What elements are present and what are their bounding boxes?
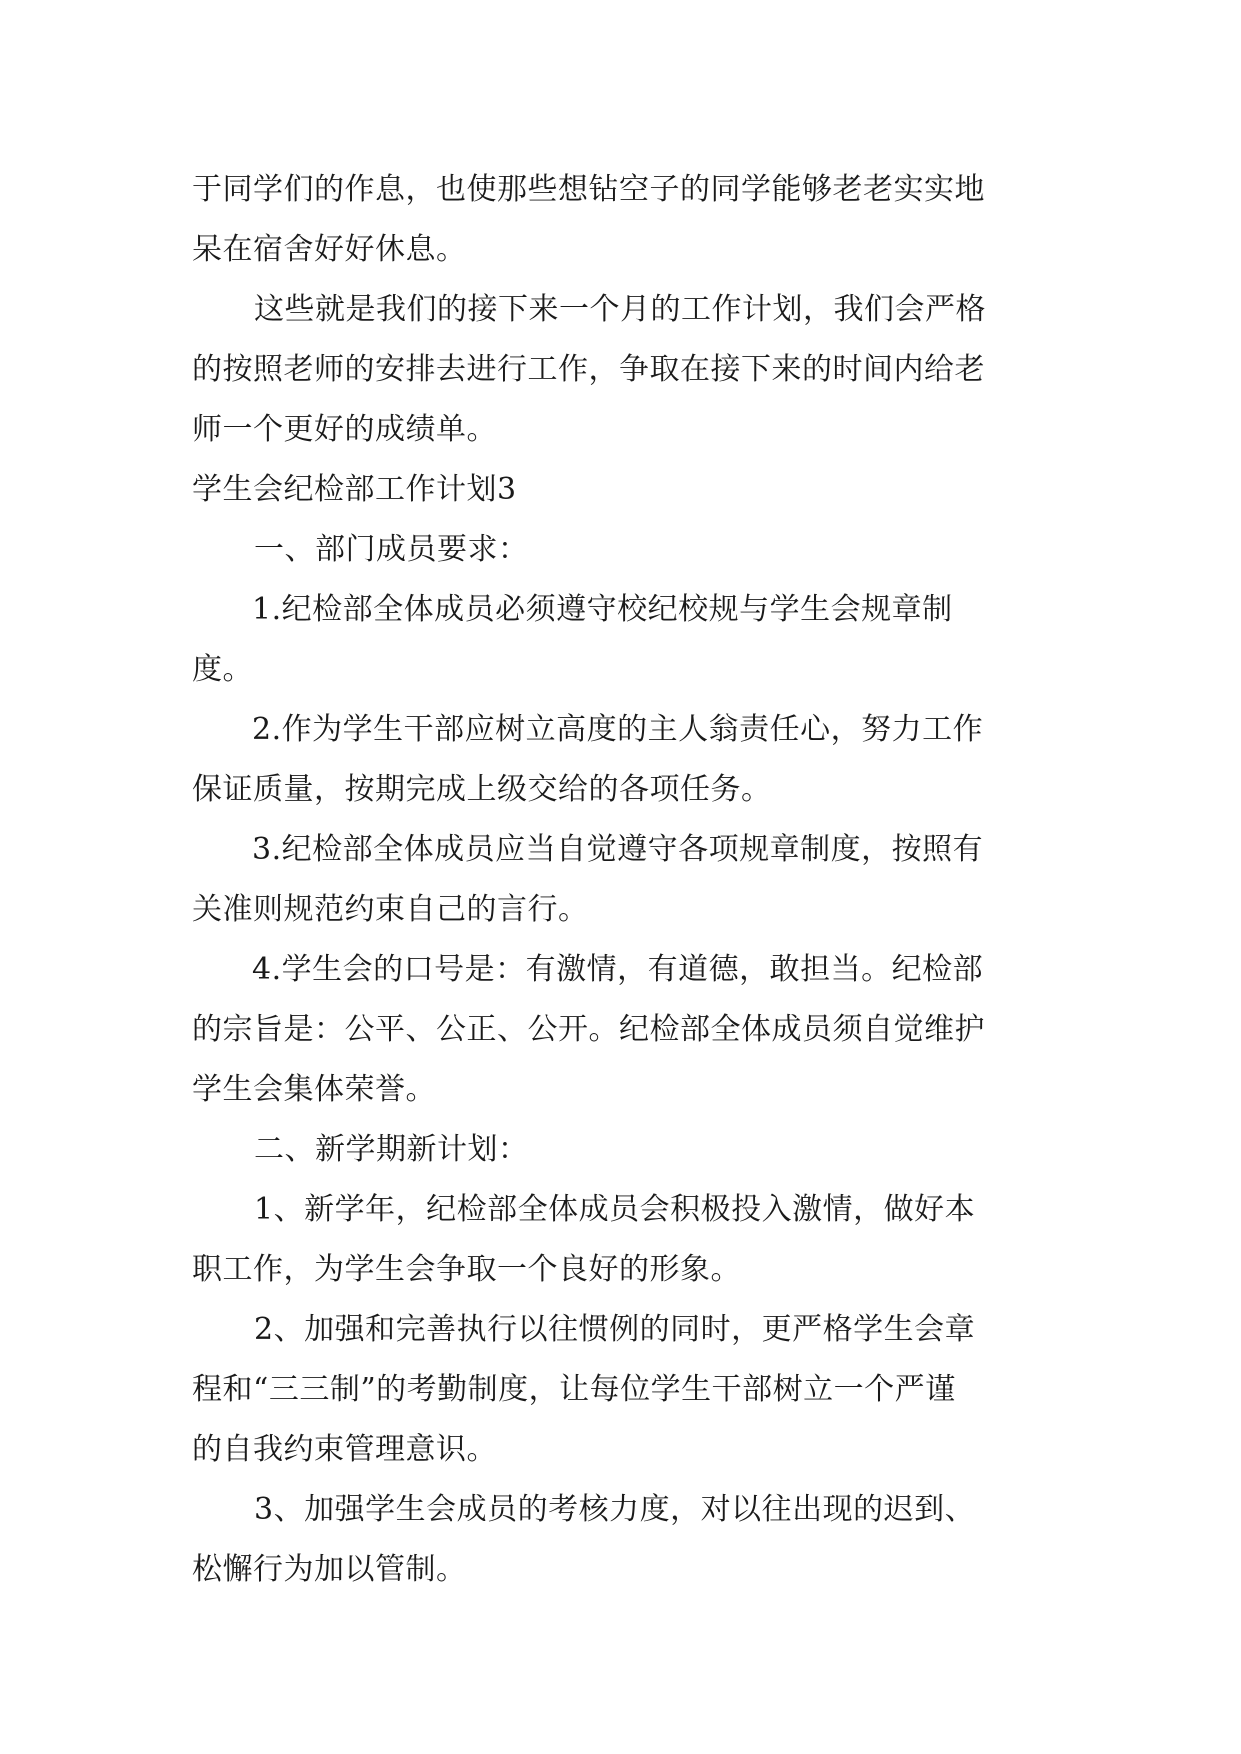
list-item-start: 2、加强和完善执行以往惯例的同时，更严格学生会章 xyxy=(254,1312,976,1347)
list-item-start: 4.学生会的口号是：有激情，有道德，敢担当。纪检部 xyxy=(252,952,984,987)
list-item-start: 2.作为学生干部应树立高度的主人翁责任心，努力工作 xyxy=(252,712,984,747)
paragraph-start: 这些就是我们的接下来一个月的工作计划，我们会严格 xyxy=(254,292,986,327)
list-item-start: 3、加强学生会成员的考核力度，对以往出现的迟到、 xyxy=(254,1492,976,1527)
text-line: 度。 xyxy=(192,652,253,687)
text-line: 的宗旨是：公平、公正、公开。纪检部全体成员须自觉维护 xyxy=(192,1012,985,1047)
document-body xyxy=(192,160,1052,1600)
section-heading: 二、新学期新计划： xyxy=(254,1132,529,1167)
section-heading: 一、部门成员要求： xyxy=(254,532,529,567)
text-line: 于同学们的作息，也使那些想钻空子的同学能够老老实实地 xyxy=(192,172,985,207)
text-line: 师一个更好的成绩单。 xyxy=(192,412,497,447)
text-line: 保证质量，按期完成上级交给的各项任务。 xyxy=(192,772,772,807)
text-line: 学生会集体荣誉。 xyxy=(192,1072,436,1107)
text-line: 职工作，为学生会争取一个良好的形象。 xyxy=(192,1252,741,1287)
list-item-start: 1、新学年，纪检部全体成员会积极投入激情，做好本 xyxy=(254,1192,976,1227)
text-line: 程和“三三制”的考勤制度，让每位学生干部树立一个严谨 xyxy=(192,1372,956,1407)
text-line: 的自我约束管理意识。 xyxy=(192,1432,497,1467)
text-line: 的按照老师的安排去进行工作，争取在接下来的时间内给老 xyxy=(192,352,985,387)
text-line: 关准则规范约束自己的言行。 xyxy=(192,892,589,927)
list-item-start: 3.纪检部全体成员应当自觉遵守各项规章制度，按照有 xyxy=(252,832,984,867)
section-title: 学生会纪检部工作计划3 xyxy=(192,472,517,507)
text-line: 呆在宿舍好好休息。 xyxy=(192,232,467,267)
text-line: 松懈行为加以管制。 xyxy=(192,1552,467,1587)
list-item-start: 1.纪检部全体成员必须遵守校纪校规与学生会规章制 xyxy=(252,592,953,627)
